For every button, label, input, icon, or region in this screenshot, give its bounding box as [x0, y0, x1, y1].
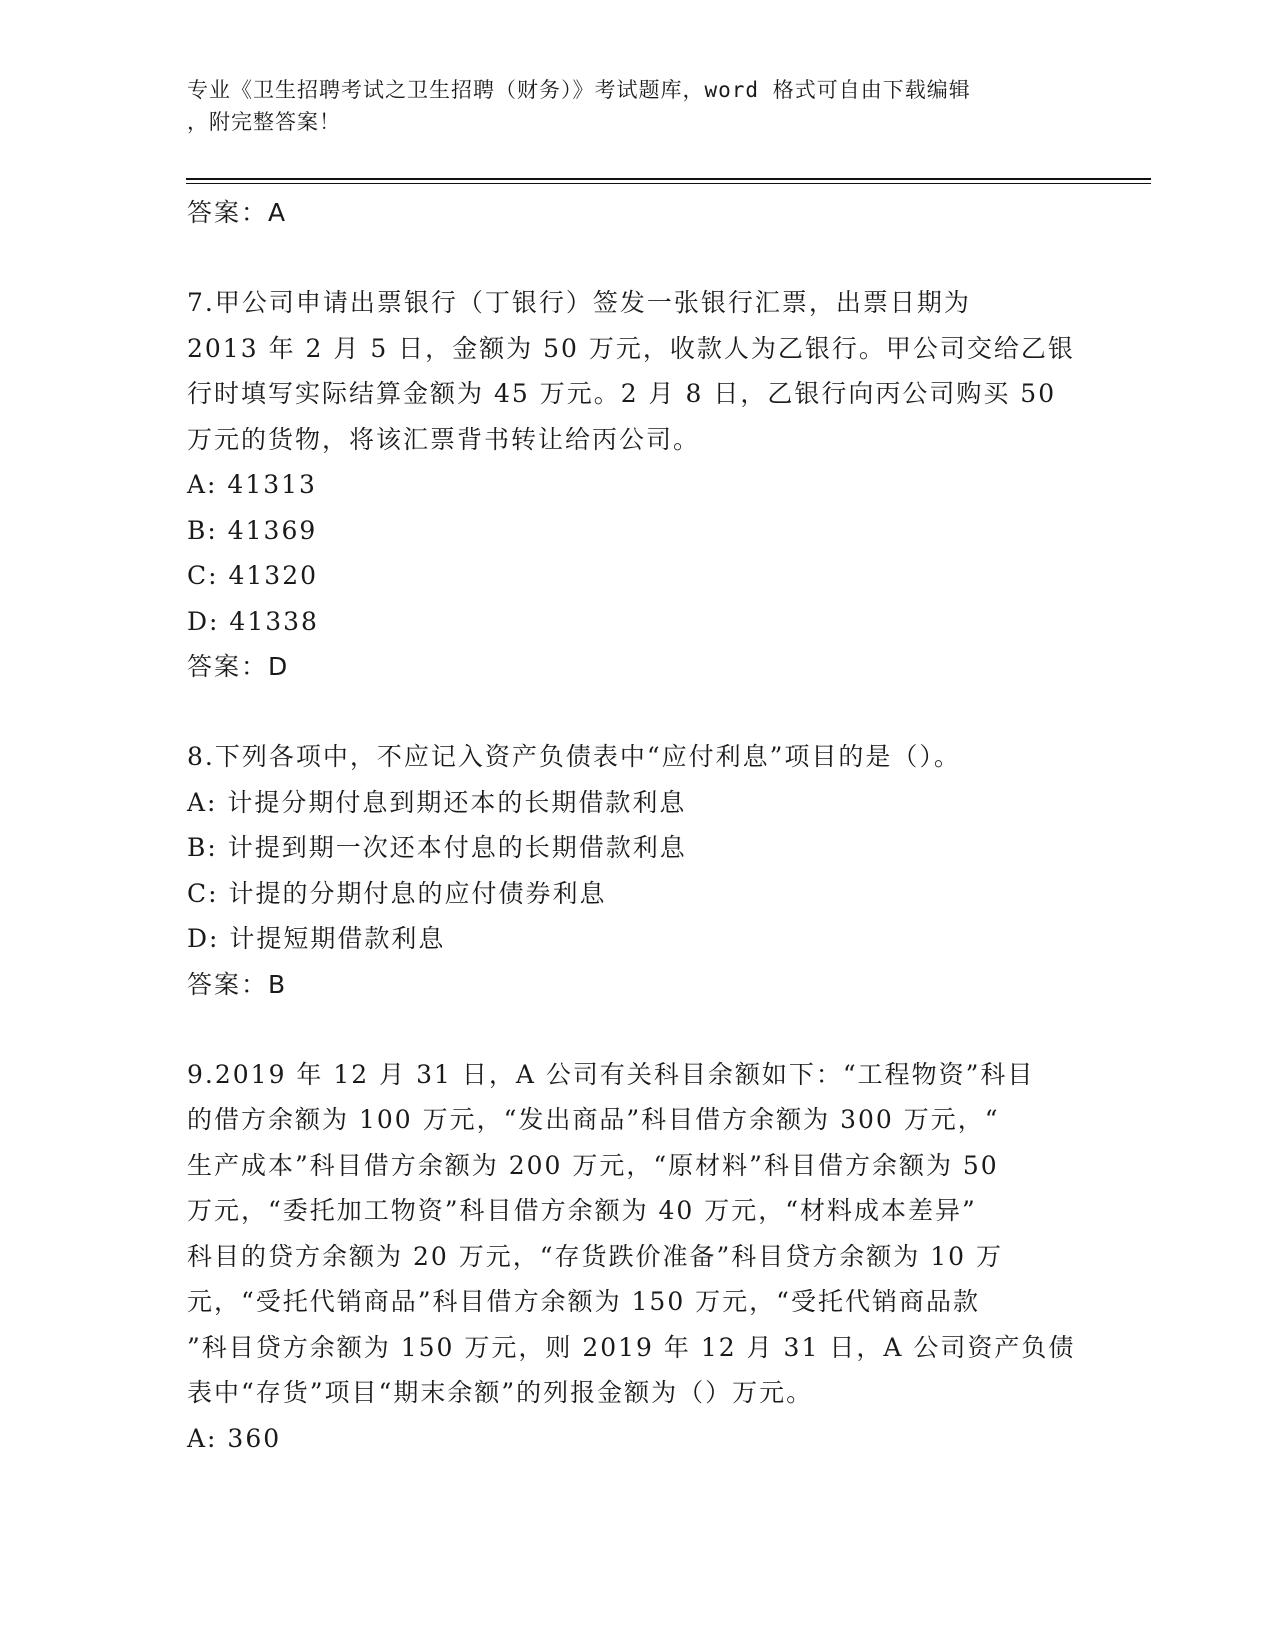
question-line: 元，“受托代销商品”科目借方余额为 150 万元，“受托代销商品款: [187, 1287, 980, 1316]
option-d: D: 41338: [187, 606, 319, 636]
question-8: [187, 734, 1087, 1008]
header-line: ，附完整答案！: [187, 110, 341, 134]
question-line: 2013 年 2 月 5 日，金额为 50 万元，收款人为乙银行。甲公司交给乙银: [187, 333, 1075, 363]
option-b: B: 41369: [187, 515, 318, 545]
spacer: [187, 236, 1087, 280]
header-line: 专业《卫生招聘考试之卫生招聘（财务）》考试题库，word 格式可自由下载编辑: [187, 78, 971, 102]
question-text: [187, 734, 1087, 780]
spacer: [187, 690, 1087, 734]
question-line: 万元的货物，将该汇票背书转让给丙公司。: [187, 424, 701, 454]
question-line: 行时填写实际结算金额为 45 万元。2 月 8 日，乙银行向丙公司购买 50: [187, 379, 1057, 408]
option-a: A: 计提分期付息到期还本的长期借款利息: [187, 787, 687, 817]
question-content: [187, 190, 1087, 1461]
question-line: 9.2019 年 12 月 31 日，A 公司有关科目余额如下：“工程物资”科目: [187, 1059, 1035, 1089]
answer-line: 答案：B: [187, 969, 288, 999]
option-a: A: 360: [187, 1423, 282, 1453]
answer-line: 答案：D: [187, 652, 290, 681]
header-divider: [186, 178, 1151, 180]
option-a: A: 41313: [187, 470, 317, 499]
question-9: [187, 1052, 1087, 1462]
header-divider-thin: [186, 183, 1151, 184]
question-7: [187, 280, 1087, 690]
page-header: [187, 74, 1067, 138]
question-line: 的借方余额为 100 万元，“发出商品”科目借方余额为 300 万元，“: [187, 1105, 1000, 1134]
question-line: 万元，“委托加工物资”科目借方余额为 40 万元，“材料成本差异”: [187, 1196, 977, 1225]
question-line: 生产成本”科目借方余额为 200 万元，“原材料”科目借方余额为 50: [187, 1150, 999, 1180]
question-line: 科目的贷方余额为 20 万元，“存货跌价准备”科目贷方余额为 10 万: [187, 1241, 1003, 1271]
question-text: [187, 280, 1087, 462]
question-line: 表中“存货”项目“期末余额”的列报金额为（）万元。: [187, 1378, 814, 1407]
spacer: [187, 1008, 1087, 1052]
option-c: C: 41320: [187, 561, 319, 590]
question-line: ”科目贷方余额为 150 万元，则 2019 年 12 月 31 日，A 公司资产负债: [187, 1332, 1076, 1362]
question-text: [187, 1052, 1087, 1416]
option-b: B: 计提到期一次还本付息的长期借款利息: [187, 833, 687, 862]
question-line: 8.下列各项中，不应记入资产负债表中“应付利息”项目的是（）。: [187, 742, 961, 771]
option-d: D: 计提短期借款利息: [187, 924, 446, 953]
answer-line: 答案：A: [187, 198, 288, 227]
option-c: C: 计提的分期付息的应付债券利息: [187, 878, 607, 908]
question-line: 7.甲公司申请出票银行（丁银行）签发一张银行汇票，出票日期为: [187, 288, 971, 317]
